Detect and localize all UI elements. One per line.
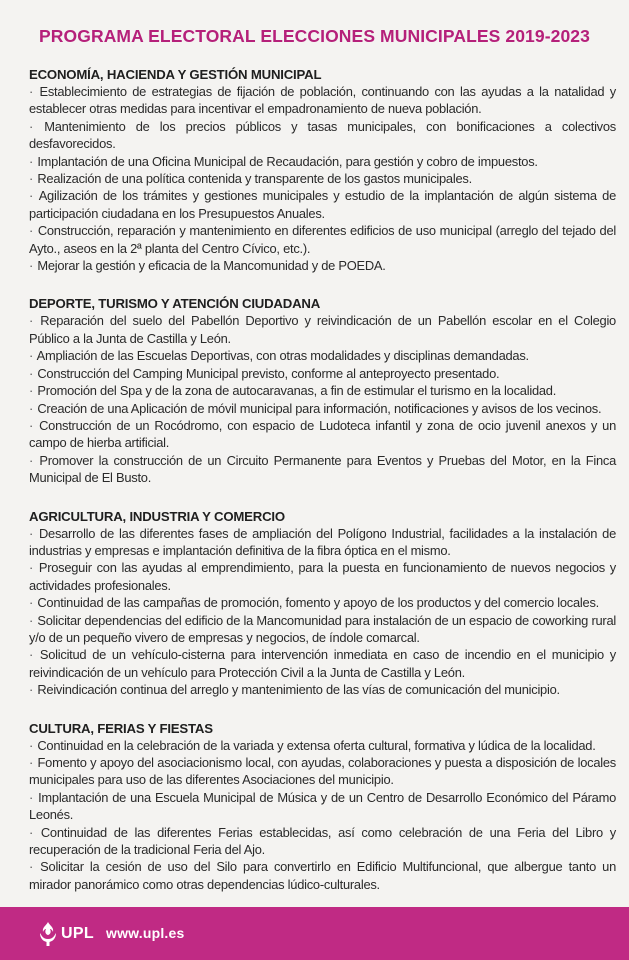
list-item xyxy=(29,754,616,789)
list-item xyxy=(29,400,616,417)
item-text: Reivindicación continua del arreglo y mantenimiento de las vías de comunicación del municipio. xyxy=(37,682,560,698)
section-heading: CULTURA, FERIAS Y FIESTAS xyxy=(29,720,213,736)
website-link[interactable]: www.upl.es xyxy=(106,925,185,941)
list-item xyxy=(29,118,616,153)
section-agricultura xyxy=(29,508,616,699)
item-text: Implantación de una Escuela Municipal de Música y de un Centro de Desarrollo Económico del Páramo Leonés. xyxy=(29,789,616,823)
bullet: · xyxy=(29,223,34,239)
item-text: Continuidad de las diferentes Ferias establecidas, así como celebración de una Feria del Libro y recuperación de la tradicional Feria del Ajo. xyxy=(29,824,616,858)
list-item xyxy=(29,681,616,698)
item-text: Solicitar dependencias del edificio de la Mancomunidad para instalación de un espacio de coworking rural y/o de un pequeño vivero de empresas y negocios, de índole comarcal. xyxy=(29,612,616,645)
bullet: · xyxy=(29,383,34,399)
item-text: Construcción, reparación y mantenimiento en diferentes edificios de uso municipal (arreglo del tejado del Ayto., aseos en la 2ª planta del Centro Cívico, etc.). xyxy=(29,223,616,256)
logo-text: UPL xyxy=(61,925,94,942)
list-item xyxy=(29,612,616,647)
bullet: · xyxy=(29,188,34,204)
list-item xyxy=(29,347,616,364)
section-economia xyxy=(29,66,616,274)
list-item xyxy=(29,737,616,754)
list-item xyxy=(29,257,616,274)
section-heading: ECONOMÍA, HACIENDA Y GESTIÓN MUNICIPAL xyxy=(29,67,322,82)
bullet: · xyxy=(29,525,34,541)
bullet: · xyxy=(29,682,34,698)
bullet: · xyxy=(29,755,34,770)
bullet: · xyxy=(29,595,34,611)
item-text: Continuidad de las campañas de promoción, fomento y apoyo de los productos y del comercio locales. xyxy=(37,595,599,611)
item-text: Desarrollo de las diferentes fases de ampliación del Polígono Industrial, facilidades a la instalación de industrias y empresas e implantación definitiva de la fibra óptica en el mismo. xyxy=(29,525,616,558)
bullet: · xyxy=(29,118,34,134)
list-item xyxy=(29,222,616,257)
upl-flame-logo-icon xyxy=(36,921,60,947)
section-items xyxy=(29,83,616,274)
list-item xyxy=(29,382,616,399)
item-text: Ampliación de las Escuelas Deportivas, con otras modalidades y disciplinas demandadas. xyxy=(36,348,529,364)
program-content xyxy=(29,66,616,914)
list-item xyxy=(29,646,616,681)
upl-logo[interactable] xyxy=(36,921,94,947)
list-item xyxy=(29,417,616,452)
bullet: · xyxy=(29,647,34,663)
page-title: PROGRAMA ELECTORAL ELECCIONES MUNICIPALES 2019-2023 xyxy=(39,26,590,46)
section-cultura xyxy=(29,720,616,894)
item-text: Fomento y apoyo del asociacionismo local, con ayudas, colaboraciones y puesta a disposición de locales municipales para uso de las diferentes Asociaciones del municipio. xyxy=(29,755,616,788)
list-item xyxy=(29,594,616,611)
bullet: · xyxy=(29,258,34,274)
bullet: · xyxy=(29,452,34,468)
list-item xyxy=(29,83,616,118)
item-text: Mantenimiento de los precios públicos y tasas municipales, con bonificaciones a colectivos desfavorecidos. xyxy=(29,118,616,152)
item-text: Continuidad en la celebración de la variada y extensa oferta cultural, formativa y lúdica de la localidad. xyxy=(37,737,596,753)
item-text: Mejorar la gestión y eficacia de la Mancomunidad y de POEDA. xyxy=(37,258,386,274)
item-text: Promoción del Spa y de la zona de autocaravanas, a fin de estimular el turismo en la localidad. xyxy=(37,383,557,399)
list-item xyxy=(29,170,616,187)
section-items xyxy=(29,525,616,699)
bullet: · xyxy=(29,737,34,753)
bullet: · xyxy=(29,84,34,99)
item-text: Establecimiento de estrategias de fijación de población, continuando con las ayudas a la natalidad y establecer otras medidas para incentivar el empadronamiento de nueva población. xyxy=(29,84,616,117)
bullet: · xyxy=(29,417,34,433)
item-text: Promover la construcción de un Circuito Permanente para Eventos y Pruebas del Motor, en la Finca Municipal de El Busto. xyxy=(29,452,616,486)
bullet: · xyxy=(29,365,34,381)
bullet: · xyxy=(29,859,34,875)
list-item xyxy=(29,559,616,594)
bullet: · xyxy=(29,348,34,364)
list-item xyxy=(29,525,616,560)
list-item xyxy=(29,452,616,487)
section-items xyxy=(29,737,616,894)
item-text: Proseguir con las ayudas al emprendimiento, para la puesta en funcionamiento de nuevos negocios y actividades profesionales. xyxy=(29,560,617,593)
bullet: · xyxy=(29,400,34,416)
list-item xyxy=(29,824,616,859)
bullet: · xyxy=(29,789,34,805)
bullet: · xyxy=(29,313,34,329)
section-deporte xyxy=(29,295,616,486)
bullet: · xyxy=(29,612,34,628)
item-text: Reparación del suelo del Pabellón Deportivo y reivindicación de un Pabellón escolar en el Colegio Público a la Junta de Castilla y León. xyxy=(29,313,616,346)
footer-bar xyxy=(0,907,629,960)
item-text: Agilización de los trámites y gestiones municipales y estudio de la implantación de algún sistema de participación ciudadana en los Presupuestos Anuales. xyxy=(29,188,616,221)
bullet: · xyxy=(29,153,34,169)
bullet: · xyxy=(29,560,34,576)
item-text: Creación de una Aplicación de móvil municipal para información, notificaciones y avisos de los vecinos. xyxy=(37,400,602,416)
item-text: Construcción del Camping Municipal previsto, conforme al anteproyecto presentado. xyxy=(37,365,500,381)
item-text: Realización de una política contenida y transparente de los gastos municipales. xyxy=(37,171,472,187)
list-item xyxy=(29,312,616,347)
item-text: Solicitar la cesión de uso del Silo para convertirlo en Edificio Multifuncional, que albergue tanto un mirador panorámico como otras dependencias lúdico-culturales. xyxy=(29,859,616,892)
section-heading: AGRICULTURA, INDUSTRIA Y COMERCIO xyxy=(29,508,285,524)
list-item xyxy=(29,187,616,222)
list-item xyxy=(29,153,616,170)
section-heading: DEPORTE, TURISMO Y ATENCIÓN CIUDADANA xyxy=(29,296,321,312)
list-item xyxy=(29,789,616,824)
bullet: · xyxy=(29,171,34,187)
item-text: Solicitud de un vehículo-cisterna para intervención inmediata en caso de incendio en el municipio y reivindicación de un vehículo para Protección Civil a la Junta de Castilla y León. xyxy=(29,647,616,680)
section-items xyxy=(29,312,616,486)
item-text: Implantación de una Oficina Municipal de Recaudación, para gestión y cobro de impuestos. xyxy=(37,153,538,169)
list-item xyxy=(29,365,616,382)
list-item xyxy=(29,858,616,893)
item-text: Construcción de un Rocódromo, con espacio de Ludoteca infantil y zona de ocio juvenil anexos y un campo de hierba artificial. xyxy=(29,417,616,451)
bullet: · xyxy=(29,824,34,840)
